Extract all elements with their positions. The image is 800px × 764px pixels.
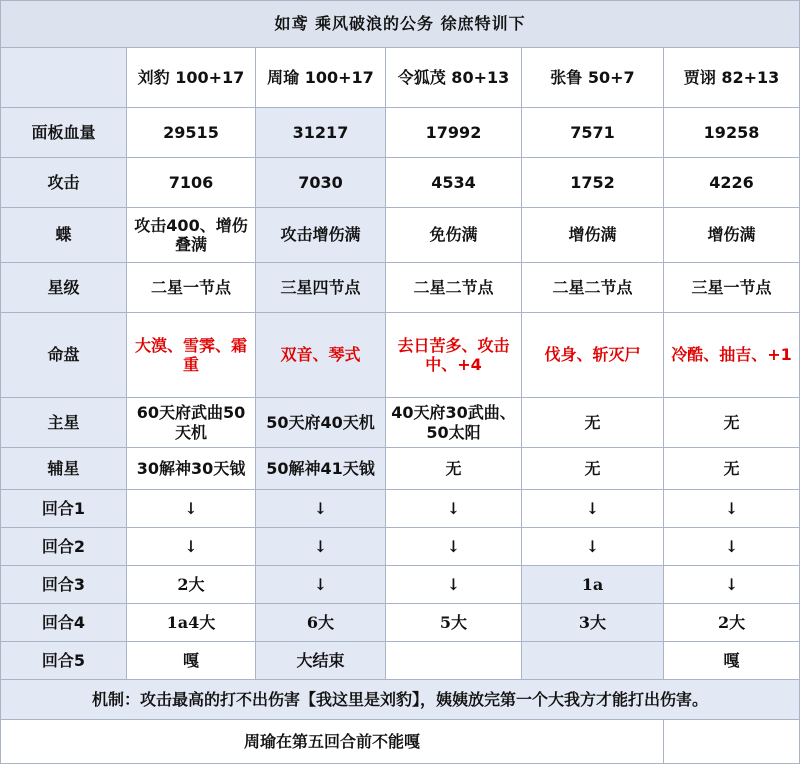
header-row [1,48,800,108]
main-star-linghumao: 40天府30武曲、50太阳 [386,398,522,448]
atk-jiaxu: 4226 [664,158,800,208]
fate-jiaxu: 冷酷、抽吉、+1 [664,313,800,398]
hp-zhanglu: 7571 [522,108,664,158]
row-round-4 [1,604,800,642]
butterfly-linghumao: 免伤满 [386,208,522,263]
round2-zhanglu: ↓ [522,528,664,566]
atk-zhanglu: 1752 [522,158,664,208]
row-label-atk: 攻击 [1,158,127,208]
row-atk [1,158,800,208]
row-sub-star [1,448,800,490]
round3-zhouyu: ↓ [256,566,386,604]
row-label-round-5: 回合5 [1,642,127,680]
fate-linghumao: 去日苦多、攻击中、+4 [386,313,522,398]
sheet-title: 如鸢 乘风破浪的公务 徐庶特训下 [1,1,800,48]
row-label-round-3: 回合3 [1,566,127,604]
fate-zhanglu: 伐身、斩灭尸 [522,313,664,398]
main-star-jiaxu: 无 [664,398,800,448]
round1-zhouyu: ↓ [256,490,386,528]
round4-liubao: 1a4大 [127,604,256,642]
col-header-liubao: 刘豹 100+17 [127,48,256,108]
round2-liubao: ↓ [127,528,256,566]
round3-liubao: 2大 [127,566,256,604]
round1-zhanglu: ↓ [522,490,664,528]
butterfly-jiaxu: 增伤满 [664,208,800,263]
round2-jiaxu: ↓ [664,528,800,566]
mechanism-note: 机制：攻击最高的打不出伤害【我这里是刘豹】，姨姨放完第一个大我方才能打出伤害。 [1,680,800,720]
hp-zhouyu: 31217 [256,108,386,158]
round4-zhouyu: 6大 [256,604,386,642]
row-star [1,263,800,313]
col-header-zhouyu: 周瑜 100+17 [256,48,386,108]
col-header-zhanglu: 张鲁 50+7 [522,48,664,108]
round5-zhanglu [522,642,664,680]
row-label-round-2: 回合2 [1,528,127,566]
hp-linghumao: 17992 [386,108,522,158]
row-label-star: 星级 [1,263,127,313]
round2-zhouyu: ↓ [256,528,386,566]
row-mechanism [1,680,800,720]
sub-star-zhouyu: 50解神41天钺 [256,448,386,490]
hp-jiaxu: 19258 [664,108,800,158]
sub-star-jiaxu: 无 [664,448,800,490]
round4-linghumao: 5大 [386,604,522,642]
star-liubao: 二星一节点 [127,263,256,313]
round5-jiaxu: 嘎 [664,642,800,680]
title-row [1,1,800,48]
butterfly-liubao: 攻击400、增伤叠满 [127,208,256,263]
row-round-3 [1,566,800,604]
star-zhouyu: 三星四节点 [256,263,386,313]
sub-star-linghumao: 无 [386,448,522,490]
fate-liubao: 大漠、雪霁、霜重 [127,313,256,398]
atk-zhouyu: 7030 [256,158,386,208]
main-star-liubao: 60天府武曲50天机 [127,398,256,448]
row-label-round-4: 回合4 [1,604,127,642]
col-header-linghumao: 令狐茂 80+13 [386,48,522,108]
star-linghumao: 二星二节点 [386,263,522,313]
round3-jiaxu: ↓ [664,566,800,604]
round1-linghumao: ↓ [386,490,522,528]
round1-jiaxu: ↓ [664,490,800,528]
row-label-fate: 命盘 [1,313,127,398]
row-label-hp: 面板血量 [1,108,127,158]
row-label-main-star: 主星 [1,398,127,448]
zhouyu-note: 周瑜在第五回合前不能嘎 [1,720,664,764]
star-zhanglu: 二星二节点 [522,263,664,313]
row-round-5 [1,642,800,680]
main-star-zhouyu: 50天府40天机 [256,398,386,448]
main-star-zhanglu: 无 [522,398,664,448]
round3-linghumao: ↓ [386,566,522,604]
row-round-1 [1,490,800,528]
round2-linghumao: ↓ [386,528,522,566]
butterfly-zhouyu: 攻击增伤满 [256,208,386,263]
round4-jiaxu: 2大 [664,604,800,642]
round5-zhouyu: 大结束 [256,642,386,680]
atk-linghumao: 4534 [386,158,522,208]
row-label-sub-star: 辅星 [1,448,127,490]
row-hp [1,108,800,158]
row-round-2 [1,528,800,566]
sub-star-liubao: 30解神30天钺 [127,448,256,490]
round4-zhanglu: 3大 [522,604,664,642]
round1-liubao: ↓ [127,490,256,528]
sub-star-zhanglu: 无 [522,448,664,490]
fate-zhouyu: 双音、琴式 [256,313,386,398]
row-fate [1,313,800,398]
butterfly-zhanglu: 增伤满 [522,208,664,263]
round5-liubao: 嘎 [127,642,256,680]
row-label-butterfly: 蝶 [1,208,127,263]
row-butterfly [1,208,800,263]
col-header-jiaxu: 贾诩 82+13 [664,48,800,108]
row-note [1,720,800,764]
star-jiaxu: 三星一节点 [664,263,800,313]
row-label-round-1: 回合1 [1,490,127,528]
round3-zhanglu: 1a [522,566,664,604]
round5-linghumao [386,642,522,680]
row-main-star [1,398,800,448]
hp-liubao: 29515 [127,108,256,158]
corner-cell [1,48,127,108]
note-empty-cell [664,720,800,764]
atk-liubao: 7106 [127,158,256,208]
